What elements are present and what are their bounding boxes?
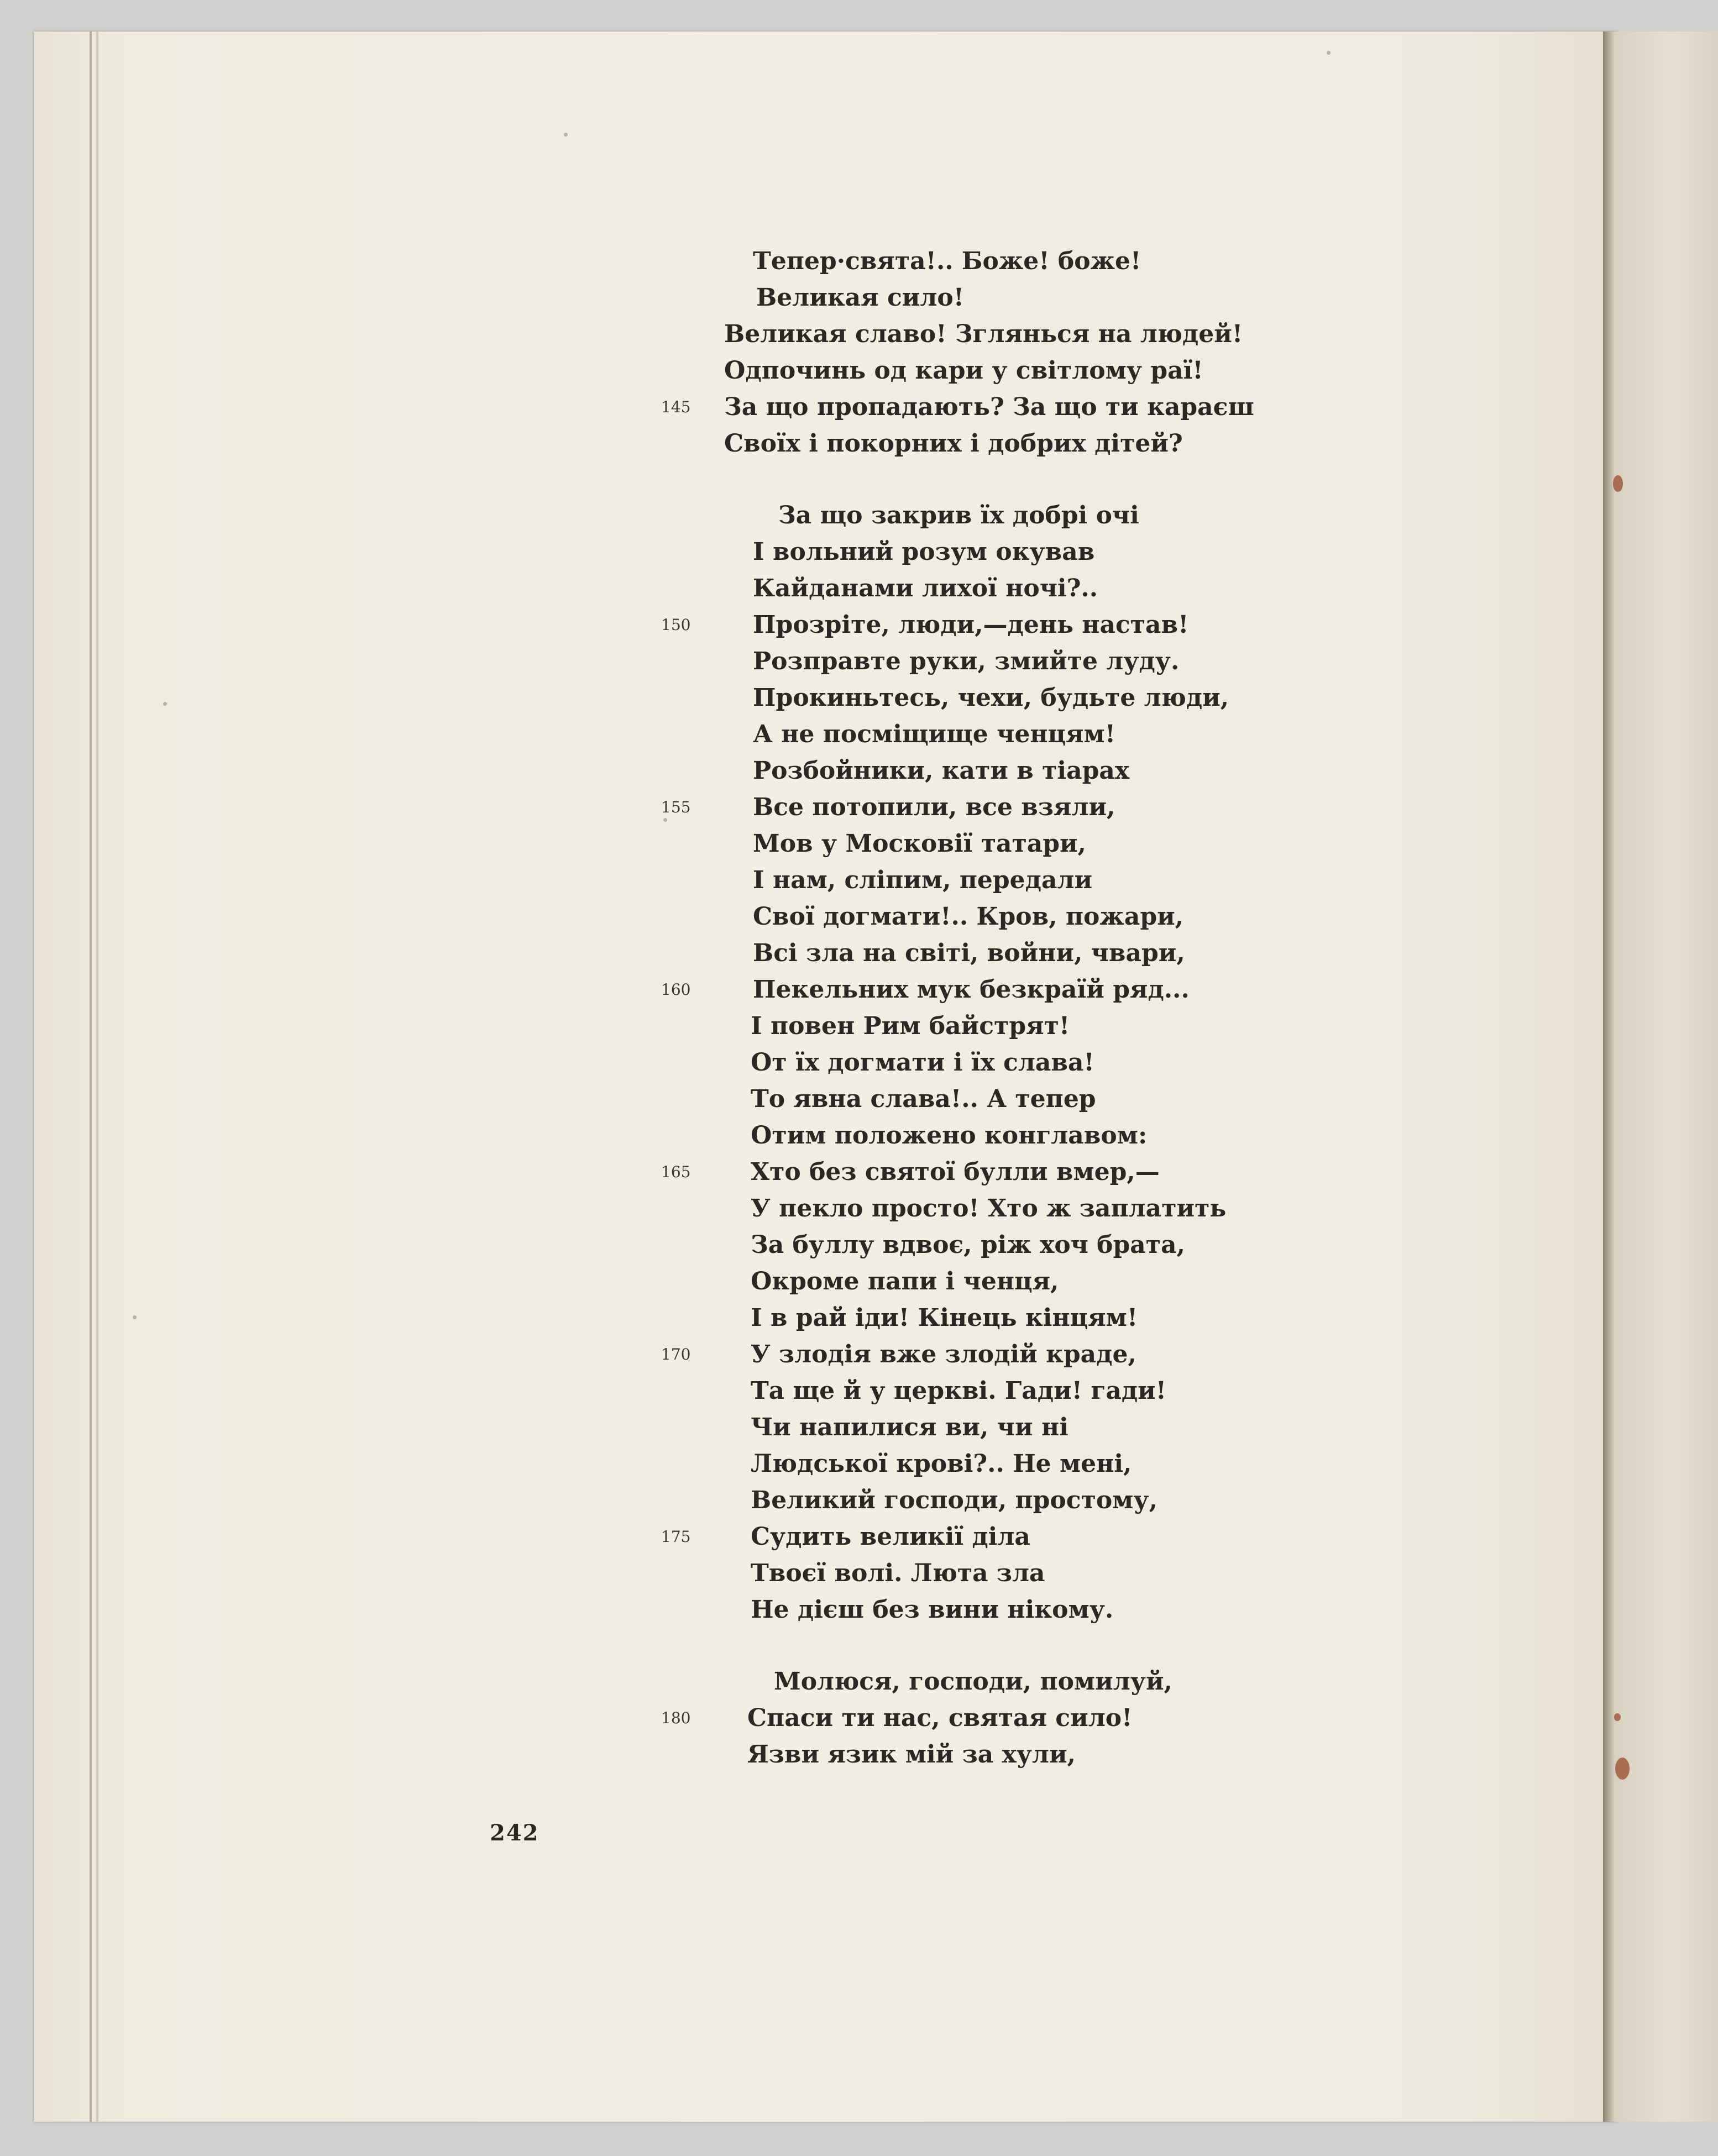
verse-line: Великая сило! [756,284,965,312]
verse-line: У злодія вже злодій краде, [751,1340,1136,1368]
verse-line: От їх догмати і їх слава! [751,1048,1094,1077]
verse-line: Великий господи, простому, [751,1486,1157,1514]
verse-line: Великая славо! Зглянься на людей! [724,320,1243,348]
verse-line: Тепер·свята!.. Боже! боже! [753,247,1141,275]
verse-line: Одпочинь од кари у світлому раї! [724,356,1203,385]
line-number: 170 [661,1345,691,1363]
paper-stain [1614,1713,1621,1721]
verse-line: Не дієш без вини нікому. [751,1596,1114,1624]
paper-stain [1613,475,1623,492]
verse-line: Молюся, господи, помилуй, [774,1667,1172,1696]
verse-line: Пекельних мук безкраїй ряд... [753,975,1190,1004]
page-number: 242 [490,1820,540,1846]
verse-line: У пекло просто! Хто ж заплатить [751,1194,1227,1223]
line-number: 150 [661,616,691,634]
verse-line: Всі зла на світі, войни, чвари, [753,939,1185,967]
verse-line: За що пропадають? За що ти караєш [724,393,1254,421]
line-number: 175 [661,1528,691,1546]
verse-line: Прокиньтесь, чехи, будьте люди, [753,684,1229,712]
binding-edge [96,32,98,2122]
verse-line: Спаси ти нас, святая сило! [747,1704,1133,1732]
line-number: 155 [661,798,691,816]
line-number: 180 [661,1709,691,1727]
verse-line: Людської крові?.. Не мені, [751,1450,1132,1478]
verse-line: Окроме папи і ченця, [751,1267,1059,1295]
verse-line: І вольний розум окував [753,538,1095,566]
paper-speck [564,133,568,137]
verse-line: Отим положено конглавом: [751,1121,1148,1150]
line-number: 160 [661,980,691,999]
verse-line: І нам, сліпим, передали [753,866,1093,894]
paper-stain [1615,1758,1630,1780]
verse-line: То явна слава!.. А тепер [751,1085,1096,1113]
line-number: 145 [661,398,691,416]
verse-line: Свої догмати!.. Кров, пожари, [753,903,1184,931]
paper-speck [133,1315,137,1319]
verse-line: Язви язик мій за хули, [747,1740,1076,1769]
verse-line: Прозріте, люди,—день настав! [753,611,1189,639]
verse-line: Твоєї волі. Люта зла [751,1559,1045,1587]
verse-line: За що закрив їх добрі очі [778,501,1139,529]
verse-line: Розбойники, кати в тіарах [753,757,1130,785]
verse-line: Мов у Московії татари, [753,830,1086,858]
verse-line: За буллу вдвоє, ріж хоч брата, [751,1231,1185,1259]
verse-line: І в рай іди! Кінець кінцям! [751,1304,1138,1332]
paper-speck [163,702,167,706]
verse-line: Чи напилися ви, чи ні [751,1413,1068,1441]
adjacent-page-edge [1603,32,1718,2122]
verse-line: Кайданами лихої ночі?.. [753,574,1098,602]
verse-line: Своїх і покорних і добрих дітей? [724,429,1183,458]
verse-line: Та ще й у церкві. Гади! гади! [751,1377,1167,1405]
paper-speck [1327,51,1331,55]
verse-line: Розправте руки, змийте луду. [753,647,1180,675]
verse-line: А не посміщище ченцям! [753,720,1116,748]
line-number: 165 [661,1163,691,1181]
verse-line: Хто без святої булли вмер,— [751,1158,1160,1186]
binding-edge [90,32,92,2122]
verse-line: Все потопили, все взяли, [753,793,1115,821]
verse-line: І повен Рим байстрят! [751,1012,1070,1040]
verse-line: Судить великії діла [751,1523,1030,1551]
